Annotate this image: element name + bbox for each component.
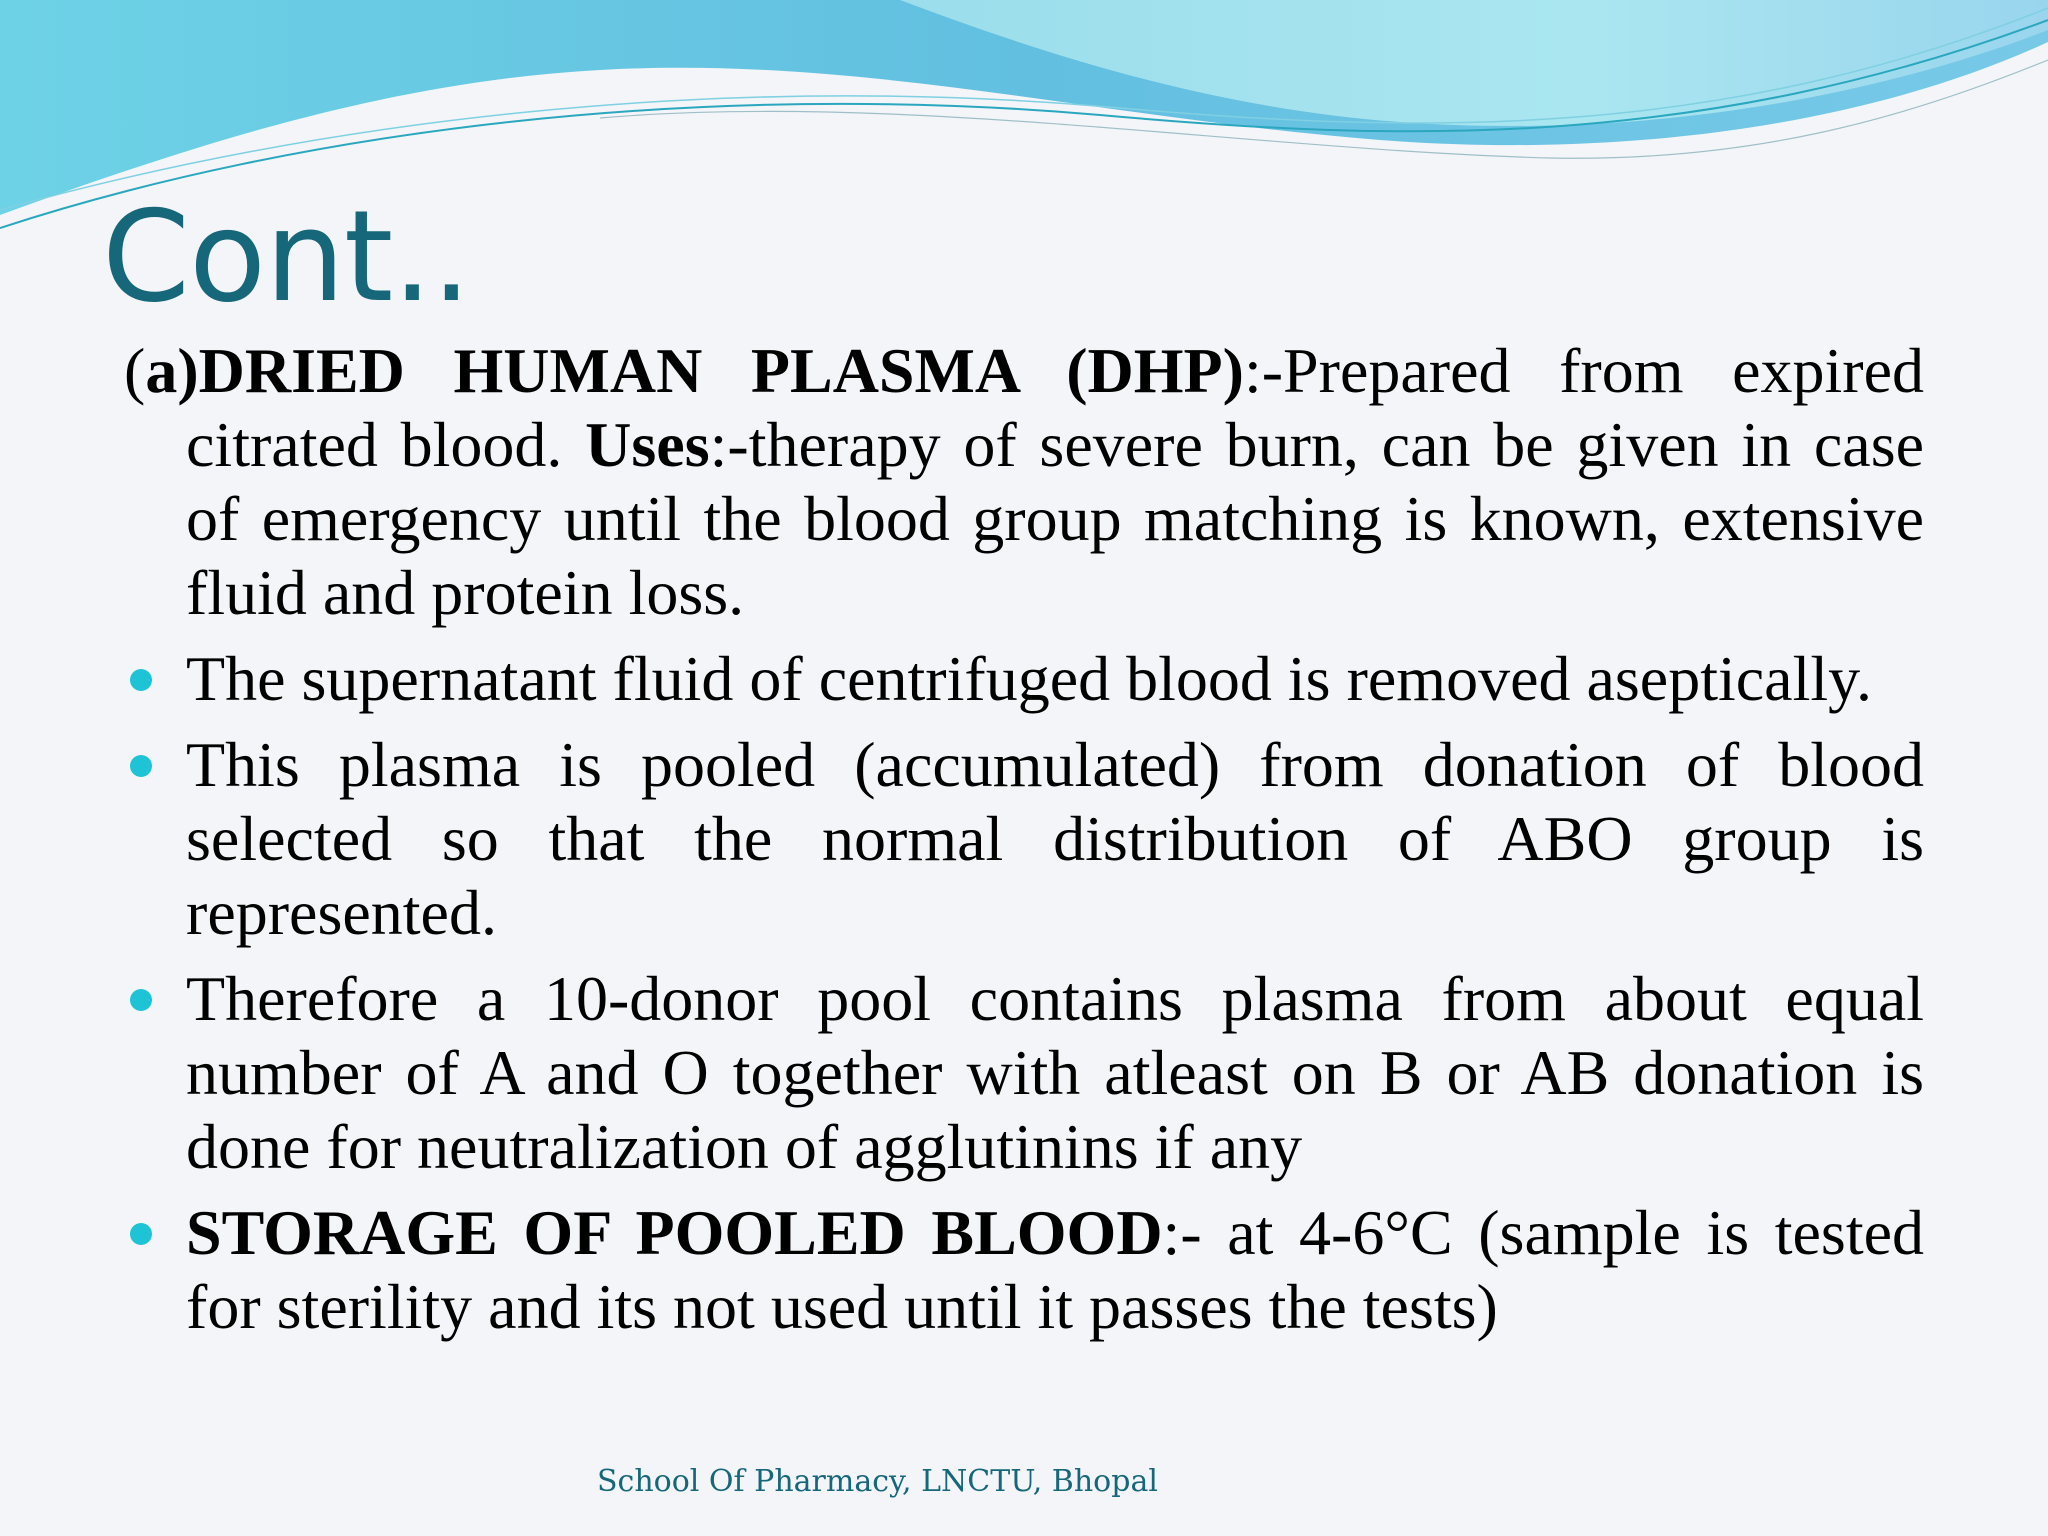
para-prefix: ( — [124, 335, 146, 406]
bullet-text: The supernatant fluid of centrifuged blood is removed aseptically. — [186, 643, 1872, 714]
list-item — [124, 962, 1924, 1184]
uses-label: Uses — [585, 409, 710, 480]
list-item — [124, 1196, 1924, 1344]
bullet-dot-icon — [130, 989, 152, 1011]
bullet-text: Therefore a 10-donor pool contains plasma from about equal number of A and O together with atleast on B or AB donation is done for neutralization of agglutinins if any — [186, 963, 1924, 1182]
dhp-description: :-Prepared from expired citrated blood. — [186, 335, 1925, 480]
paragraph-dhp — [124, 334, 1924, 630]
bullet-dot-icon — [130, 1223, 152, 1245]
bullet-list — [124, 642, 1924, 1344]
footer-text: School Of Pharmacy, LNCTU, Bhopal — [597, 1464, 1158, 1499]
bullet-dot-icon — [130, 755, 152, 777]
list-item — [124, 728, 1924, 950]
list-item — [124, 642, 1924, 716]
storage-heading: STORAGE OF POOLED BLOOD — [186, 1197, 1163, 1268]
slide-content — [124, 334, 1924, 1344]
bullet-dot-icon — [130, 669, 152, 691]
dhp-heading: a)DRIED HUMAN PLASMA (DHP) — [145, 335, 1244, 406]
bullet-text: :- at 4-6°C (sample is tested for sterility and its not used until it passes the tests) — [186, 1197, 1925, 1342]
bullet-text: This plasma is pooled (accumulated) from donation of blood selected so that the normal distribution of ABO group is represented. — [186, 729, 1924, 948]
slide-title: Cont.. — [102, 183, 471, 330]
uses-description: :-therapy of severe burn, can be given in case of emergency until the blood group matching is known, extensive fluid and protein loss. — [186, 409, 1925, 628]
